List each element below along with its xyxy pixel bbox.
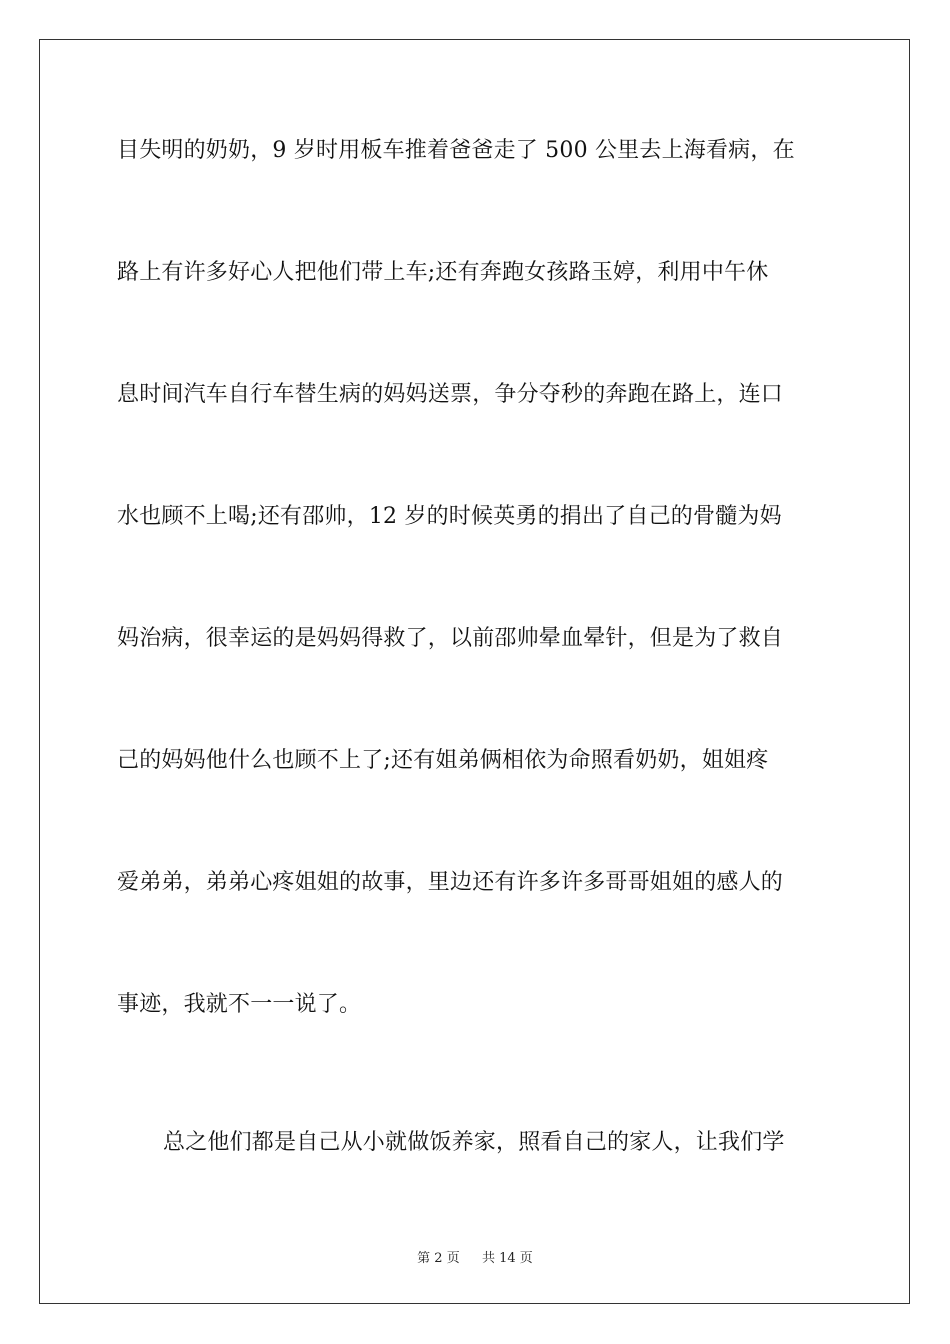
body-text-line-8: 事迹，我就不一一说了。 — [117, 992, 362, 1017]
body-text-line-1: 目失明的奶奶，9 岁时用板车推着爸爸走了 500 公里去上海看病，在 — [117, 138, 795, 163]
paragraph-start-line: 总之他们都是自己从小就做饭养家，照看自己的家人，让我们学 — [163, 1130, 785, 1155]
page-number: 第 2 页 — [417, 1251, 460, 1266]
body-text-line-7: 爱弟弟，弟弟心疼姐姐的故事，里边还有许多许多哥哥姐姐的感人的 — [117, 870, 784, 895]
body-text-line-5: 妈治病，很幸运的是妈妈得救了，以前邵帅晕血晕针，但是为了救自 — [117, 626, 784, 651]
page-footer — [0, 1247, 950, 1266]
body-text-line-2: 路上有许多好心人把他们带上车;还有奔跑女孩路玉婷，利用中午休 — [117, 260, 769, 285]
body-text-line-6: 己的妈妈他什么也顾不上了;还有姐弟俩相依为命照看奶奶，姐姐疼 — [117, 748, 769, 773]
body-text-line-3: 息时间汽车自行车替生病的妈妈送票，争分夺秒的奔跑在路上，连口 — [117, 382, 784, 407]
page-border — [39, 39, 910, 1304]
body-text-line-4: 水也顾不上喝;还有邵帅，12 岁的时候英勇的捐出了自己的骨髓为妈 — [117, 504, 782, 529]
total-pages: 共 14 页 — [482, 1251, 533, 1266]
